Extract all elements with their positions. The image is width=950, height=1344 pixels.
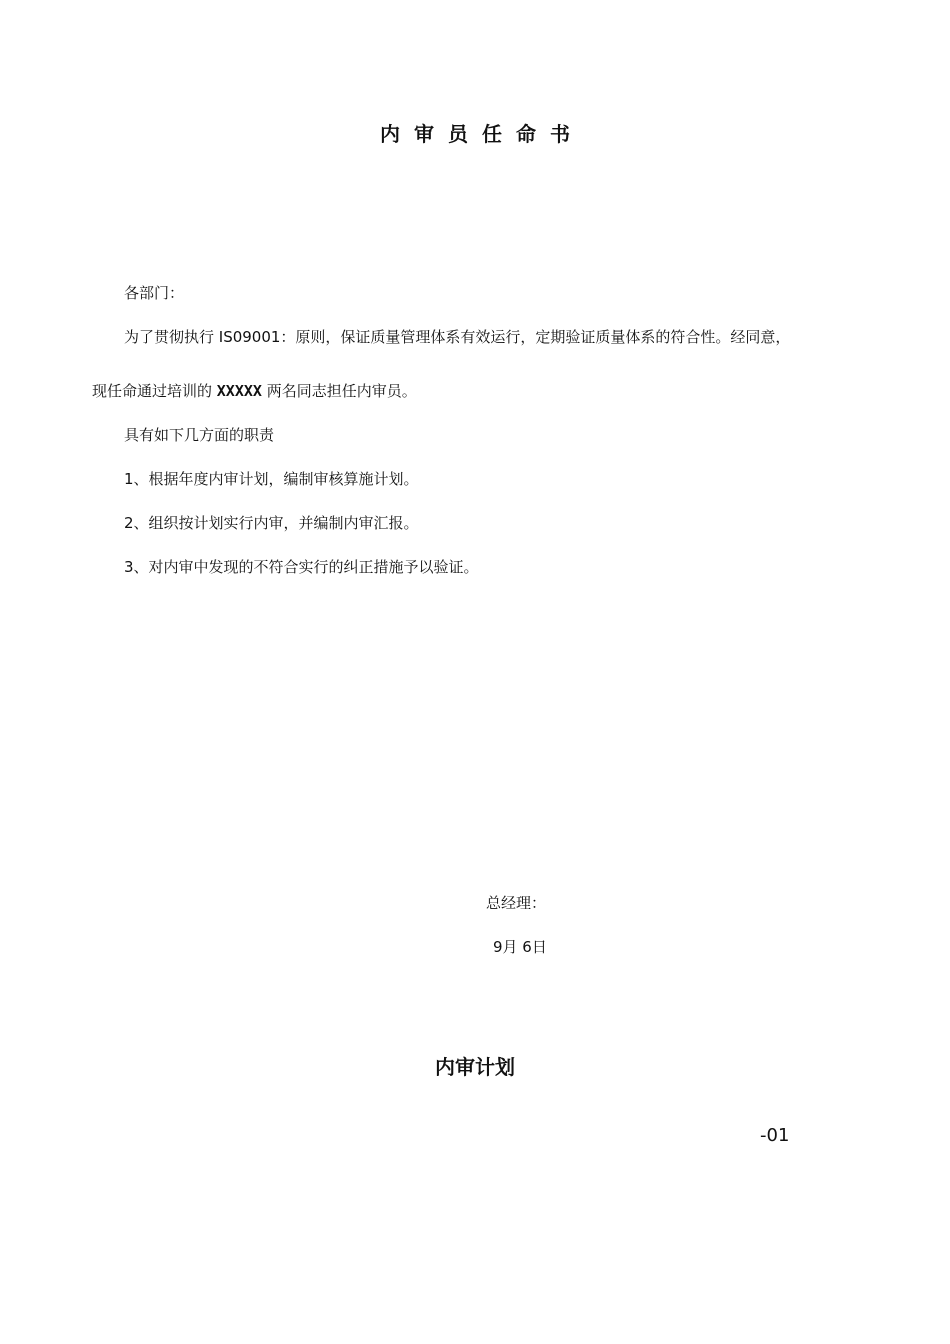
- signer-label: 总经理：: [486, 894, 547, 912]
- paragraph-line-2-pre: 现任命通过培训的: [92, 382, 217, 400]
- duty-item-1: 1、根据年度内审计划，编制审核算施计划。: [124, 470, 419, 488]
- duties-heading: 具有如下几方面的职责: [124, 426, 275, 444]
- signature-date: 9月 6日: [493, 938, 547, 956]
- appointment-title: 内审员任命书: [380, 122, 584, 146]
- paragraph-line-2-post: 两名同志担任内审员。: [261, 382, 417, 400]
- plan-title: 内审计划: [435, 1055, 515, 1079]
- document-code: -01: [760, 1125, 790, 1146]
- duty-item-3: 3、对内审中发现的不符合实行的纠正措施予以验证。: [124, 558, 479, 576]
- duty-item-2: 2、组织按计划实行内审，并编制内审汇报。: [124, 514, 419, 532]
- appointee-names: XXXXX: [216, 382, 262, 400]
- paragraph-line-1: 为了贯彻执行 IS09001：原则，保证质量管理体系有效运行，定期验证质量体系的符合性。经同意，: [124, 328, 791, 346]
- salutation: 各部门：: [124, 284, 185, 302]
- paragraph-line-2: [92, 381, 417, 401]
